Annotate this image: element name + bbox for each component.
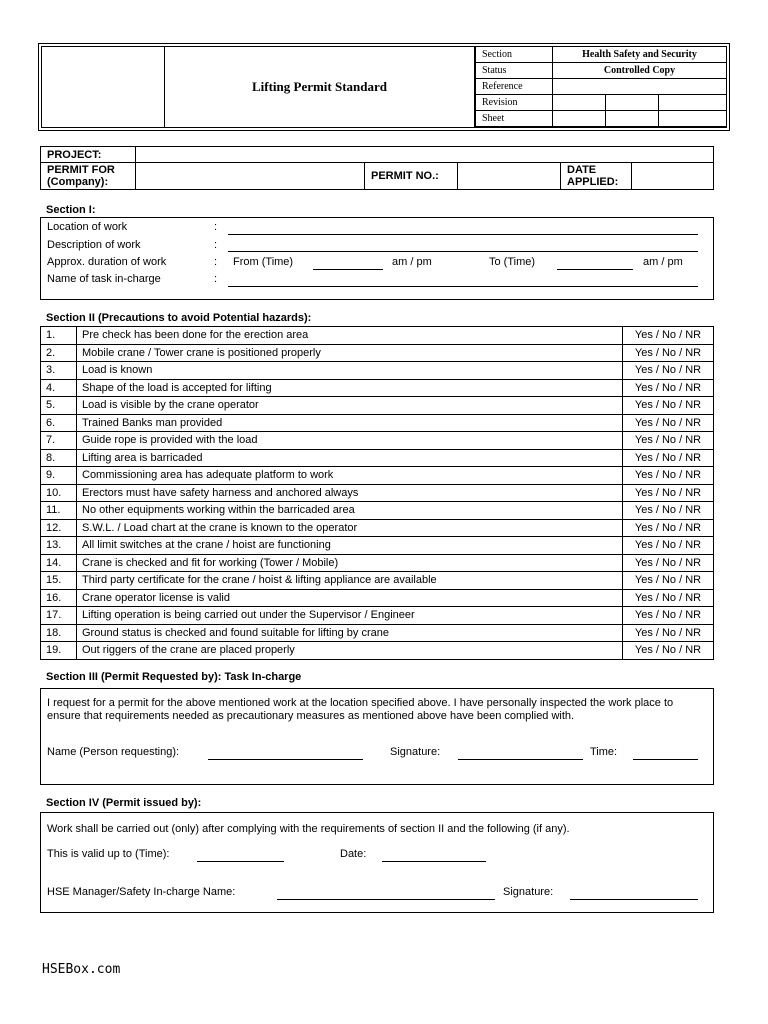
item-text: Erectors must have safety harness and anchored always xyxy=(77,484,623,502)
meta-row-status xyxy=(476,63,727,79)
answer-choice[interactable]: Yes / No / NR xyxy=(623,467,714,485)
request-statement-line1: I request for a permit for the above mentioned work at the location specified above. I have personally inspected the work place to xyxy=(47,697,674,709)
from-time-label: From (Time) xyxy=(233,256,294,268)
meta-value-cell[interactable] xyxy=(659,111,727,127)
item-number: 13. xyxy=(41,537,77,555)
section1-title: Section I: xyxy=(46,204,96,216)
item-text: Crane is checked and fit for working (Tower / Mobile) xyxy=(77,554,623,572)
item-text: Lifting operation is being carried out under the Supervisor / Engineer xyxy=(77,607,623,625)
item-text: Ground status is checked and found suitable for lifting by crane xyxy=(77,624,623,642)
description-input-line[interactable] xyxy=(228,251,698,252)
item-text: Load is visible by the crane operator xyxy=(77,397,623,415)
section3-title: Section III (Permit Requested by): Task In-charge xyxy=(46,671,302,683)
answer-choice[interactable]: Yes / No / NR xyxy=(623,589,714,607)
date-input-line[interactable] xyxy=(382,861,486,862)
task-incharge-label: Name of task in-charge xyxy=(47,273,161,285)
item-text: All limit switches at the crane / hoist are functioning xyxy=(77,537,623,555)
answer-choice[interactable]: Yes / No / NR xyxy=(623,397,714,415)
location-label: Location of work xyxy=(47,221,128,233)
table-row xyxy=(41,379,714,397)
answer-choice[interactable]: Yes / No / NR xyxy=(623,554,714,572)
hse-manager-label: HSE Manager/Safety In-charge Name: xyxy=(47,886,236,898)
hse-manager-input-line[interactable] xyxy=(277,899,495,900)
permit-for-field[interactable] xyxy=(136,163,365,190)
section4-title: Section IV (Permit issued by): xyxy=(46,797,202,809)
logo-cell xyxy=(41,46,165,128)
item-number: 8. xyxy=(41,449,77,467)
table-row xyxy=(41,537,714,555)
item-number: 18. xyxy=(41,624,77,642)
project-label: PROJECT: xyxy=(41,147,136,163)
item-number: 9. xyxy=(41,467,77,485)
person-requesting-label: Name (Person requesting): xyxy=(47,746,180,758)
table-row xyxy=(41,554,714,572)
item-number: 1. xyxy=(41,327,77,345)
item-number: 3. xyxy=(41,362,77,380)
meta-row-reference xyxy=(476,79,727,95)
section2-title: Section II (Precautions to avoid Potential hazards): xyxy=(46,312,312,324)
table-row xyxy=(41,484,714,502)
answer-choice[interactable]: Yes / No / NR xyxy=(623,607,714,625)
item-number: 5. xyxy=(41,397,77,415)
project-field[interactable] xyxy=(136,147,714,163)
requester-signature-line[interactable] xyxy=(458,759,583,760)
meta-label: Reference xyxy=(476,79,553,95)
signature-label: Signature: xyxy=(503,886,554,898)
colon: : xyxy=(214,273,218,285)
precautions-table xyxy=(40,326,714,660)
request-statement-line2: ensure that requirements needed as precautionary measures as mentioned above have been complied with. xyxy=(47,710,575,722)
table-row xyxy=(41,432,714,450)
meta-value-cell[interactable] xyxy=(553,95,606,111)
description-label: Description of work xyxy=(47,239,141,251)
from-ampm-label: am / pm xyxy=(392,256,432,268)
meta-row-revision xyxy=(476,95,727,111)
meta-row-sheet xyxy=(476,111,727,127)
location-input-line[interactable] xyxy=(228,234,698,235)
table-row xyxy=(41,362,714,380)
table-row xyxy=(41,397,714,415)
item-text: Pre check has been done for the erection area xyxy=(77,327,623,345)
meta-label: Revision xyxy=(476,95,553,111)
document-meta-table xyxy=(475,46,727,127)
item-number: 15. xyxy=(41,572,77,590)
colon: : xyxy=(214,239,218,251)
table-row xyxy=(41,572,714,590)
colon: : xyxy=(214,221,218,233)
issuer-signature-line[interactable] xyxy=(570,899,698,900)
meta-label: Sheet xyxy=(476,111,553,127)
item-text: No other equipments working within the barricaded area xyxy=(77,502,623,520)
to-ampm-label: am / pm xyxy=(643,256,683,268)
answer-choice[interactable]: Yes / No / NR xyxy=(623,432,714,450)
answer-choice[interactable]: Yes / No / NR xyxy=(623,642,714,660)
answer-choice[interactable]: Yes / No / NR xyxy=(623,327,714,345)
table-row xyxy=(41,624,714,642)
meta-value-cell[interactable] xyxy=(553,111,606,127)
item-text: Guide rope is provided with the load xyxy=(77,432,623,450)
meta-value-cell[interactable] xyxy=(606,95,659,111)
meta-value-cell[interactable] xyxy=(606,111,659,127)
meta-row-section xyxy=(476,47,727,63)
item-number: 14. xyxy=(41,554,77,572)
document-title: Lifting Permit Standard xyxy=(165,46,475,128)
item-text: Trained Banks man provided xyxy=(77,414,623,432)
answer-choice[interactable]: Yes / No / NR xyxy=(623,484,714,502)
meta-label: Section xyxy=(476,47,553,63)
to-time-label: To (Time) xyxy=(489,256,536,268)
item-text: Shape of the load is accepted for lifting xyxy=(77,379,623,397)
item-number: 19. xyxy=(41,642,77,660)
item-number: 4. xyxy=(41,379,77,397)
meta-value[interactable] xyxy=(553,79,727,95)
from-time-input-line[interactable] xyxy=(313,269,383,270)
item-number: 6. xyxy=(41,414,77,432)
permit-no-label: PERMIT NO.: xyxy=(365,163,458,190)
table-row xyxy=(41,502,714,520)
meta-value: Controlled Copy xyxy=(553,63,727,79)
item-text: S.W.L. / Load chart at the crane is known to the operator xyxy=(77,519,623,537)
time-label: Time: xyxy=(590,746,618,758)
valid-up-to-input-line[interactable] xyxy=(197,861,284,862)
table-row xyxy=(41,327,714,345)
footer-brand: HSEBox.com xyxy=(42,962,121,977)
item-text: Mobile crane / Tower crane is positioned properly xyxy=(77,344,623,362)
task-incharge-input-line[interactable] xyxy=(228,286,698,287)
to-time-input-line[interactable] xyxy=(557,269,633,270)
table-row xyxy=(41,414,714,432)
item-number: 16. xyxy=(41,589,77,607)
item-number: 12. xyxy=(41,519,77,537)
table-row xyxy=(41,642,714,660)
item-text: Commissioning area has adequate platform to work xyxy=(77,467,623,485)
table-row xyxy=(41,449,714,467)
answer-choice[interactable]: Yes / No / NR xyxy=(623,362,714,380)
date-applied-label: DATE APPLIED: xyxy=(561,163,632,190)
item-number: 10. xyxy=(41,484,77,502)
person-requesting-input-line[interactable] xyxy=(208,759,363,760)
date-label: Date: xyxy=(340,848,367,860)
request-time-input-line[interactable] xyxy=(633,759,698,760)
duration-label: Approx. duration of work xyxy=(47,256,167,268)
table-row xyxy=(41,519,714,537)
answer-choice[interactable]: Yes / No / NR xyxy=(623,502,714,520)
date-applied-field[interactable] xyxy=(632,163,714,190)
item-number: 7. xyxy=(41,432,77,450)
table-row xyxy=(41,344,714,362)
item-text: Third party certificate for the crane / hoist & lifting appliance are available xyxy=(77,572,623,590)
table-row xyxy=(41,467,714,485)
answer-choice[interactable]: Yes / No / NR xyxy=(623,414,714,432)
answer-choice[interactable]: Yes / No / NR xyxy=(623,379,714,397)
item-text: Out riggers of the crane are placed properly xyxy=(77,642,623,660)
permit-no-field[interactable] xyxy=(458,163,561,190)
signature-label: Signature: xyxy=(390,746,441,758)
table-row xyxy=(41,607,714,625)
answer-choice[interactable]: Yes / No / NR xyxy=(623,572,714,590)
issue-statement: Work shall be carried out (only) after complying with the requirements of section II and the following (if any). xyxy=(47,823,570,835)
permit-for-label: PERMIT FOR (Company): xyxy=(41,163,136,190)
colon: : xyxy=(214,256,218,268)
meta-value: Health Safety and Security xyxy=(553,47,727,63)
answer-choice[interactable]: Yes / No / NR xyxy=(623,537,714,555)
answer-choice[interactable]: Yes / No / NR xyxy=(623,519,714,537)
meta-label: Status xyxy=(476,63,553,79)
answer-choice[interactable]: Yes / No / NR xyxy=(623,624,714,642)
answer-choice[interactable]: Yes / No / NR xyxy=(623,344,714,362)
meta-value-cell[interactable] xyxy=(659,95,727,111)
valid-up-to-label: This is valid up to (Time): xyxy=(47,848,170,860)
project-table xyxy=(40,146,714,190)
item-number: 11. xyxy=(41,502,77,520)
item-text: Lifting area is barricaded xyxy=(77,449,623,467)
item-number: 2. xyxy=(41,344,77,362)
item-text: Load is known xyxy=(77,362,623,380)
table-row xyxy=(41,589,714,607)
item-number: 17. xyxy=(41,607,77,625)
item-text: Crane operator license is valid xyxy=(77,589,623,607)
answer-choice[interactable]: Yes / No / NR xyxy=(623,449,714,467)
